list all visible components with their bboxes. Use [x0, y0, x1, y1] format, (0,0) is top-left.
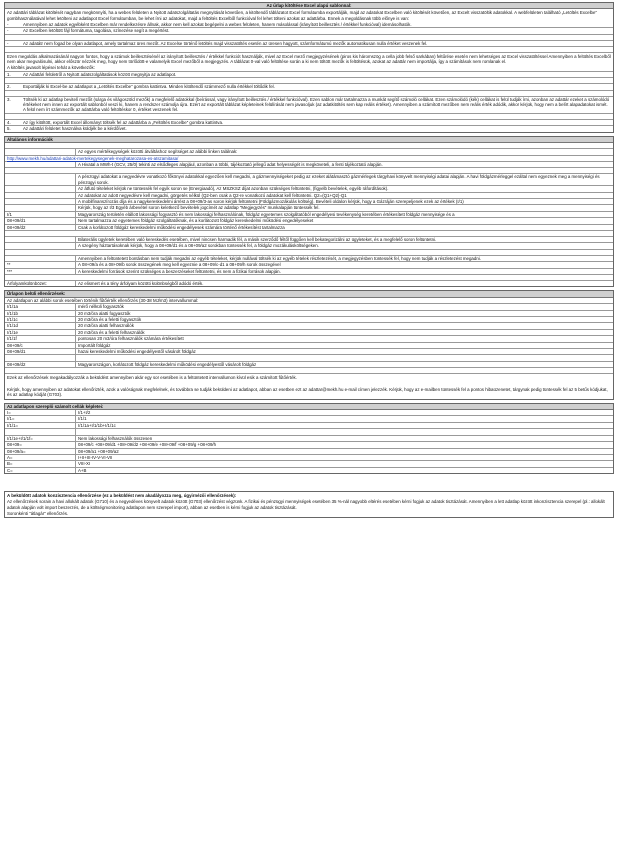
- definition-row: 08+09/d1 Nem tartalmazza az egyetemes földgáz szolgáltatóknak, és a korlátozott földgáz kereskedelmi működési engedélyeseket: [5, 218, 613, 224]
- bullet-row: - Az Excelben letöltött fájl formátuma, tagolása, színezése segít a megértést.: [5, 28, 613, 34]
- formula-row: A= I+II+III-IV-V-VI-VII: [5, 455, 613, 461]
- formula-row: I= I/1+I/2: [5, 410, 613, 416]
- formula-row: B= VIII-XI: [5, 461, 613, 467]
- check-row: I/1/1b 20 m3/óra alatti fogyasztók: [5, 311, 613, 317]
- conversion-link[interactable]: http://www.mekh.hu/adattari-adatok-mertekegysegenek-meghatarozasa-es-atszamitasa/: [7, 155, 179, 161]
- step-row: 2. Exportálják ki Excel-be az adatlapot a „Letöltés Excelbe” gombra kattintva. Minden kitöltendő számmező nulla értékkel töltődik fel.: [5, 84, 613, 90]
- form-checks-section: Űrlapon belüli ellenőrzések: Az adatlapon az alábbi sorok esetében történik fűtőérték ellenőrzés (30-38 MJ/m3) intervallummal: I/1/1a mérő nélküli fogyasztók I/1/1b 20 m3/óra alatti fogyasztók I/1/1c 20 m3/óra és a feletti fogyasztók I/1/1d 20 m3/óra alatti felhasználók I/1/1e 20 m3/óra és a feletti felhasználók I/1/1f pontosan 20 m3/óra felhasználók számára értékesített 08+09/c Importált földgáz 08+09/d1 hazai kereskedelmi működési engedélyestől vásárolt földgáz 08+09/d2 Magyarországon, korlátozott földgáz kereskedelmi működési engedélyestől vásárolt földgáz Ezek az ellenőrzések megakadályozzák a beküldést amennyiben akár egy sor esetében is a feltüntetett intervallumon kívül esik a számított fűtőérték. Kérjük, hogy amennyiben az adatokat ellenőrizték, azok a valóságnak megfelelnek, és továbbra se tudják beküldeni az adatlapot, abban az esetben ezt az adattar@mekh.hu e-mail címen jelezzék. Kérjük, hogy az e-mailben tüntessék fel a pontos hibaüzenetet, tárgynak pedig tüntessék fel az 5 betűs kódjukat, és az adatlap kódját (G703).: [4, 290, 614, 399]
- check-row: I/1/1e 20 m3/óra és a feletti felhasználók: [5, 330, 613, 336]
- section-title: Általános információk: [5, 137, 613, 143]
- formula-row: I/1= I/1/1: [5, 416, 613, 422]
- section-title: Az űrlap kitöltése Excel alapú sablonnal:: [5, 3, 613, 9]
- check-row: I/1/1a mérő nélküli fogyasztók: [5, 304, 613, 310]
- definition-row: I/1 Magyarország területén elállott lakossági fogyasztó és nem lakossági felhasználónak, földgáz egyetemes szolgáltatóból engedélyesi tevékenység keretében értékesített földgáz mennyisége és a: [5, 212, 613, 218]
- bullet-row: - Amennyiben az adatok egyébként Excelben már rendelkezésre állnak, akkor nem kell azokat begépelni a webes felületen, hanem másolással (irányított beillesztés / értékkel funkcióval) idemásolhatók.: [5, 22, 613, 28]
- check-row: 08+09/d1 hazai kereskedelmi működési engedélyestől vásárolt földgáz: [5, 349, 613, 355]
- check-row: 08+09/c Importált földgáz: [5, 343, 613, 349]
- check-row: I/1/1d 20 m3/óra alatti felhasználók: [5, 323, 613, 329]
- steps-title: A kitöltés javasolt lépései tehát a következők:: [7, 65, 95, 71]
- check-row: I/1/1f pontosan 20 m3/óra felhasználók számára értékesített: [5, 336, 613, 342]
- check-row: I/1/1c 20 m3/óra és a feletti fogyasztók: [5, 317, 613, 323]
- section-title: A beküldött adatok konzisztencia ellenőrzése (ez a beküldést nem akadályozza meg, úgyirnézői ellenőrzések):: [7, 492, 237, 498]
- step-row: 1. Az Adattári felületről a Nyitott adatszolgáltatások között megnyitja az adatlapot.: [5, 72, 613, 78]
- formula-row: I/1/1e+I/1/1f= Nem lakossági felhasználók összesen: [5, 436, 613, 442]
- step-row: 3. Töltsék ki az adatlap bevitelí mezőit (sárga és világoszöld mezők) a megfelelő adatokkal (beírással, vagy irányított beillesztés / értékkel funkcióval). Ezen sablon már tartalmazza a munkát segítő számoló cellákat. Ezen számolódó (kék) cellákat is felül tudják írni, azonban az adattár ezeket a számolódó értékeket nem innen az exportált sablonból veszi ki, hanem a rendszer számolja újra. Ezért az exportált táblázat képleteinek felülírását nem javasoljuk (az adatkitöltés sem kap reális értéket). Amennyiben a számított mezőben nem reális érték adódik, akkor kérjük, hogy nem a belírt alapadatokat ismét. A felül nem írt számmezők az adattárba való feltöltéskor 0, értéket veszenek fel.: [5, 97, 613, 114]
- formula-row: 08+09/a= 08+09/a1 +08+09/a2: [5, 449, 613, 455]
- step-row: 5. Az adattári felületet használva küldjék be a kérdőívet.: [7, 126, 127, 132]
- section-title: Az adatlapon szereplő számolt cellák képletei:: [5, 404, 613, 410]
- formula-row: I/1/1= I/1/1a+I/1/1b+I/1/1c: [5, 423, 613, 429]
- intro-text: Az adattári táblázat kitöltését nagyban megkönnyíti, ha a webes felületen a Nyitott adatszolgáltatás megnyitását követően, a kitöltendő táblázatot Excel formátumba exportálják, majd az adatokat Excelben való kitöltését követően, az Excelt visszatöltik adatokkal. A webfelületen található „Letöltés Excelbe” gombhasználatával lehet letölteni az adatlapot Excel formátumban, be lehet írni az adatokat, majd a feltöltés Excelből funkcióval fel lehet tölteni azokat az adattárba. Ennek a megoldásnak több előnye is van:: [7, 10, 597, 21]
- definition-row: ** A 08+09/a és a 08+09/b sorok összegének meg kell egyeznie a 08+09/c-d1 a 08+09/h sorok összegével: [5, 262, 613, 268]
- definition-row: 08+09/d2 Csak a korlátozott földgáz kereskedelmi működési engedélyesek számára történő értékesítést tartalmazza: [5, 225, 613, 231]
- page: [4, 2, 614, 518]
- step-row: 4. Az így kitöltött, exportált Excel állományt töltsék fel az adattárba a „Feltöltés Excelbe” gombra kattintva.: [5, 120, 613, 126]
- note-text: Ezen megoldás alkalmazásánál nagyon fontos, hogy a számok beillesztésénél az irányított beillesztés / értékkel funkciót használják, mivel az Excel mező megjegyzésének (piros kis háromszög a cella jobb felső sarkában) feltűrése esetén nem lehetséges az Excel visszatöltéssel Amennyiben a feltöltés Excelből nem akar megvalósulni, akkor először nézzék meg, hogy nem törlődött-e valamelyik Excel mezőből a megjegyzés. A táblázat 0-val való feltöltése során a ki nem töltött mezők is feltöltésük, azokat az adattár nem importálja, így a számítások nem romlanak el.: [7, 53, 611, 65]
- excel-template-section: [4, 2, 614, 133]
- definition-row: Árfolyamkülönbözet: Az elismert és a tény árfolyam közötti különbségből adódó érték.: [7, 281, 204, 286]
- definition-row: *** A kereskedelmi források szerint szükséges a beszerzéseket feltüntetni, és nem a fizikai források alapján.: [5, 269, 613, 275]
- check-row: 08+09/d2 Magyarországon, korlátozott földgáz kereskedelmi működési engedélyestől vásárolt földgáz: [5, 362, 613, 368]
- bullet-text: Az adatátr nem fogad be olyan adatlapot, amely tartalmaz üres mezőt. Az Excelse történő letöltés majd visszatöltés esetén az üresen hagyott, számformátumú mezők automatikusan nulla értéket veszenek fel.: [23, 40, 428, 46]
- bullet-text: Amennyiben az adatok egyébként Excelben már rendelkezésre állnak, akkor nem kell azokat begépelni a webes felületen, hanem másolással (irányított beillesztés / értékkel funkcióval) idemásolhatók.: [23, 21, 412, 27]
- section-title: Űrlapon belüli ellenőrzések:: [5, 291, 613, 297]
- formula-row: 08+09= 08+09/c +08+09/d1 +08+09/d2 +08+09/e +08+09/f +08+09/g +08+09/h: [5, 442, 613, 448]
- formula-row: C= A+B: [7, 467, 87, 473]
- formulas-section: [4, 403, 614, 474]
- bullet-row: - Az adatátr nem fogad be olyan adatlapot, amely tartalmaz üres mezőt. Az Excelse történő letöltés majd visszatöltés esetén az üresen hagyott, számformátumú mezők automatikusan nulla értéket veszenek fel.: [5, 41, 613, 47]
- consistency-section: A beküldött adatok konzisztencia ellenőrzése (ez a beküldést nem akadályozza meg, úgyirnézői ellenőrzések): Az ellenőrzések sorain a havi allokált adatok (G710) és a negyedéves könyvelt adatok között (G703) ellenőrzést végzünk. A fizikai és pénzügyi mennyiségek esetében 35 %-nál nagyobb eltérés esetében kérni fogjuk az adatok tisztázását. Amennyiben a lett adatlap között inkonzisztencia szerepel (pl.: allokált adatok alapján volt import beszerzés, de a költségmonitoring adatlapon nem szerepel import), abban az esetben is kérni fogjuk az adatok tisztázását. Soronkénti "átlagár" ellenőrzés.: [4, 491, 614, 518]
- general-info-section: Általános információk Az egyes mértékegységek közötti átváltáshoz segítséget az alábbi linken találnak: http://www.mekh.hu/adattari-adatok-mertekegysegenek-meghatarozasa-es-atszamitasa/ A Hivatal a MWh-t (GCV, 25/0) tekinti az elsődleges alapjául, azonban a többi, tájékoztató jellegű adat helyességét is megköveteli, a fenti tájékoztató alapján. A pénzügyi adatokat a negyedévre vonatkozó főkönyvi adatokkal egyezően kell megadni, a gázmennyiségeket pedig az ezeket alátámasztó gázmérlegek tárgyhavi könyvelt mennyiségi adatai alapján. A havi földgázmérleggel ezáltal nem egyeznek meg a mennyiségi és pénzügyi sorok. Az átfutó tételeket kérjük ne tüntessék fel egyik soron se (Energiaadó), Az MSZKSZ díjat azonban szükséges feltüntetni, (figyelb bevételek, egyéb ráfordítások). Az adatokat az adott negyedévre kell megadni, görgetés nélkül (Q2-ben csak a Q2-re vonatkozó adatokat kell feltüntetni. Q2=(Q1+Q2)-Q1 A mobilfinanszírozás díja és a nagykereskedelmi árrést a 08+09/3-as soron kérjük feltüntetni (Földgázmozákulás költség). Bevételi oldalon kérjük, hogy a Gázráján szerepeljenek ezek az értékek (I/1) Kérjük, hogy az I/3 Egyéb árbevétel soron keletkező bevételek jogcímét az adatlap "Megjegyzés" munkalapján tüntessék fel. I/1 Magyarország területén elállott lakossági fogyasztó és nem lakossági felhasználónak, földgáz egyetemes szolgáltatóból engedélyesi tevékenység keretében értékesített földgáz mennyisége és a 08+09/d1 Nem tartalmazza az egyetemes földgáz szolgáltatóknak, és a korlátozott földgáz kereskedelmi működési engedélyeseket 08+09/d2 Csak a korlátozott földgáz kereskedelmi működési engedélyesek számára történő értékesítést tartalmazza Bilaterális ügyletek keretében való kereskedés esetében, mivel nincsen harmadik fél, a másik szerződő féltől függően kell bekategorizálni az ügyleteket, és a megfelelő soron feltüntetni. A szegény háztartásoknak kérjük, hogy a 08+09/d1 és a 08+09/a2 sorokban tüntessék fel, a földgáz mozákulásköltségeken. Amennyiben a feltüntetett bontásban nem tudják megadni az egyéb tételeket, kérjük nullával töltsék ki az egyéb tételek részletezését, a megjegyzésben tüntessék fel, hogy nem tudják a részletezést megadni. ** A 08+09/a és a 08+09/b sorok összegének meg kell egyeznie a 08+09/c-d1 a 08+09/h sorok összegével *** A kereskedelmi források szerint szükséges a beszerzéseket feltüntetni, és nem a fizikai források alapján. Árfolyamkülönbözet: Az elismert és a tény árfolyam közötti különbségből adódó érték.: [4, 136, 614, 288]
- bullet-text: Az Excelben letöltött fájl formátuma, tagolása, színezése segít a megértést.: [23, 28, 170, 34]
